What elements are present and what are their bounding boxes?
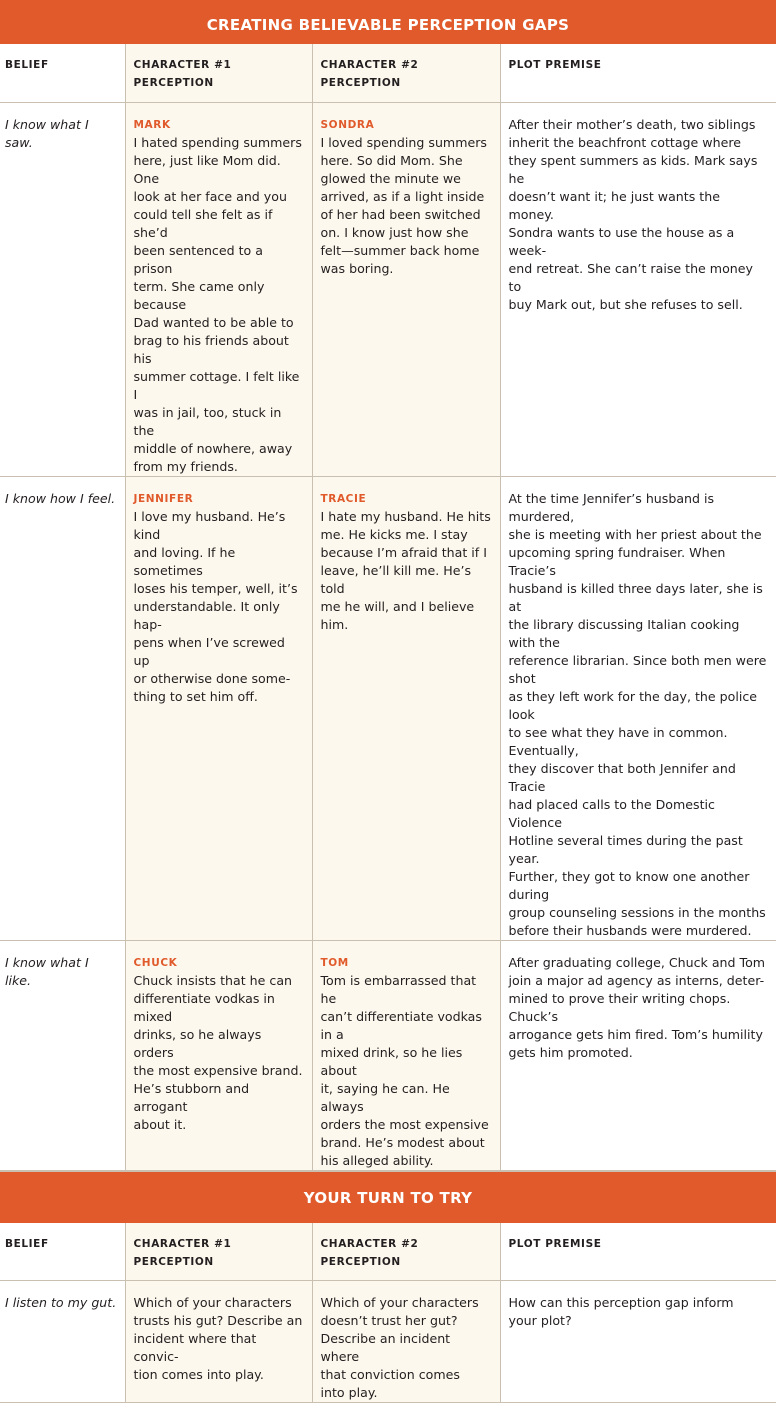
plot-premise-prompt-cell: How can this perception gap inform your plot? — [500, 1281, 776, 1403]
your-turn-table — [0, 1223, 776, 1403]
header-belief: BELIEF — [0, 44, 125, 102]
table-row — [0, 476, 776, 940]
header-plot-premise: PLOT PREMISE — [500, 1223, 776, 1281]
character-2-cell — [312, 476, 500, 940]
header-belief: BELIEF — [0, 1223, 125, 1281]
character-1-cell — [125, 940, 312, 1170]
plot-premise-cell: After graduating college, Chuck and Tom join a major ad agency as interns, deter- mined to prove their writing chops. Chuck’s arrogance gets him fired. Tom’s humility gets him promoted. — [500, 940, 776, 1170]
header-plot-premise: PLOT PREMISE — [500, 44, 776, 102]
perception-gaps-table — [0, 44, 776, 1171]
header-character-2: CHARACTER #2 PERCEPTION — [312, 1223, 500, 1281]
character-perception: Chuck insists that he can differentiate vodkas in mixed drinks, so he always orders the most expensive brand. He’s stubborn and arrogant about it. — [134, 972, 304, 1134]
plot-premise-cell: At the time Jennifer’s husband is murdered, she is meeting with her priest about the upcoming spring fundraiser. When Tracie’s husband is killed three days later, she is at the library discussing Italian cooking with the reference librarian. Since both men were shot as they left work for the day, the police look to see what they have in common. Eventually, they discover that both Jennifer and Tracie had placed calls to the Domestic Violence Hotline several times during the past year. Further, they got to know one another during group counseling sessions in the months before their husbands were murdered. — [500, 476, 776, 940]
character-2-prompt-cell: Which of your characters doesn’t trust her gut? Describe an incident where that conviction comes into play. — [312, 1281, 500, 1403]
belief-cell: I know what I like. — [0, 940, 125, 1170]
plot-premise-cell: After their mother’s death, two siblings inherit the beachfront cottage where they spent summers as kids. Mark says he doesn’t want it; he just wants the money. Sondra wants to use the house as a week- end retreat. She can’t raise the money to buy Mark out, but she refuses to sell. — [500, 102, 776, 476]
character-1-prompt-cell: Which of your characters trusts his gut? Describe an incident where that convic- tion comes into play. — [125, 1281, 312, 1403]
section-title-perception-gaps: CREATING BELIEVABLE PERCEPTION GAPS — [0, 0, 776, 44]
character-name: MARK — [134, 116, 304, 134]
table-row — [0, 102, 776, 476]
character-name: JENNIFER — [134, 490, 304, 508]
character-perception: I loved spending summers here. So did Mom. She glowed the minute we arrived, as if a light inside of her had been switched on. I know just how she felt—summer back home was boring. — [321, 134, 492, 278]
character-name: TOM — [321, 954, 492, 972]
character-perception: I hated spending summers here, just like Mom did. One look at her face and you could tell she felt as if she’d been sentenced to a prison term. She came only because Dad wanted to be able to brag to his friends about his summer cottage. I felt like I was in jail, too, stuck in the middle of nowhere, away from my friends. — [134, 134, 304, 476]
character-2-cell — [312, 102, 500, 476]
table-row — [0, 1281, 776, 1403]
character-1-cell — [125, 476, 312, 940]
belief-cell: I listen to my gut. — [0, 1281, 125, 1403]
character-name: SONDRA — [321, 116, 492, 134]
character-name: CHUCK — [134, 954, 304, 972]
character-name: TRACIE — [321, 490, 492, 508]
character-perception: Tom is embarrassed that he can’t differentiate vodkas in a mixed drink, so he lies about it, saying he can. He always orders the most expensive brand. He’s modest about his alleged ability. — [321, 972, 492, 1170]
character-perception: I love my husband. He’s kind and loving. If he sometimes loses his temper, well, it’s understandable. It only hap- pens when I’ve screwed up or otherwise done some- thing to set him off. — [134, 508, 304, 706]
character-2-cell — [312, 940, 500, 1170]
section-title-your-turn: YOUR TURN TO TRY — [0, 1171, 776, 1223]
table-row — [0, 940, 776, 1170]
header-character-1: CHARACTER #1 PERCEPTION — [125, 44, 312, 102]
belief-cell: I know how I feel. — [0, 476, 125, 940]
belief-cell: I know what I saw. — [0, 102, 125, 476]
header-character-2: CHARACTER #2 PERCEPTION — [312, 44, 500, 102]
character-perception: I hate my husband. He hits me. He kicks me. I stay because I’m afraid that if I leave, he’ll kill me. He’s told me he will, and I believe him. — [321, 508, 492, 634]
table-header-row — [0, 44, 776, 102]
header-character-1: CHARACTER #1 PERCEPTION — [125, 1223, 312, 1281]
character-1-cell — [125, 102, 312, 476]
table-header-row — [0, 1223, 776, 1281]
